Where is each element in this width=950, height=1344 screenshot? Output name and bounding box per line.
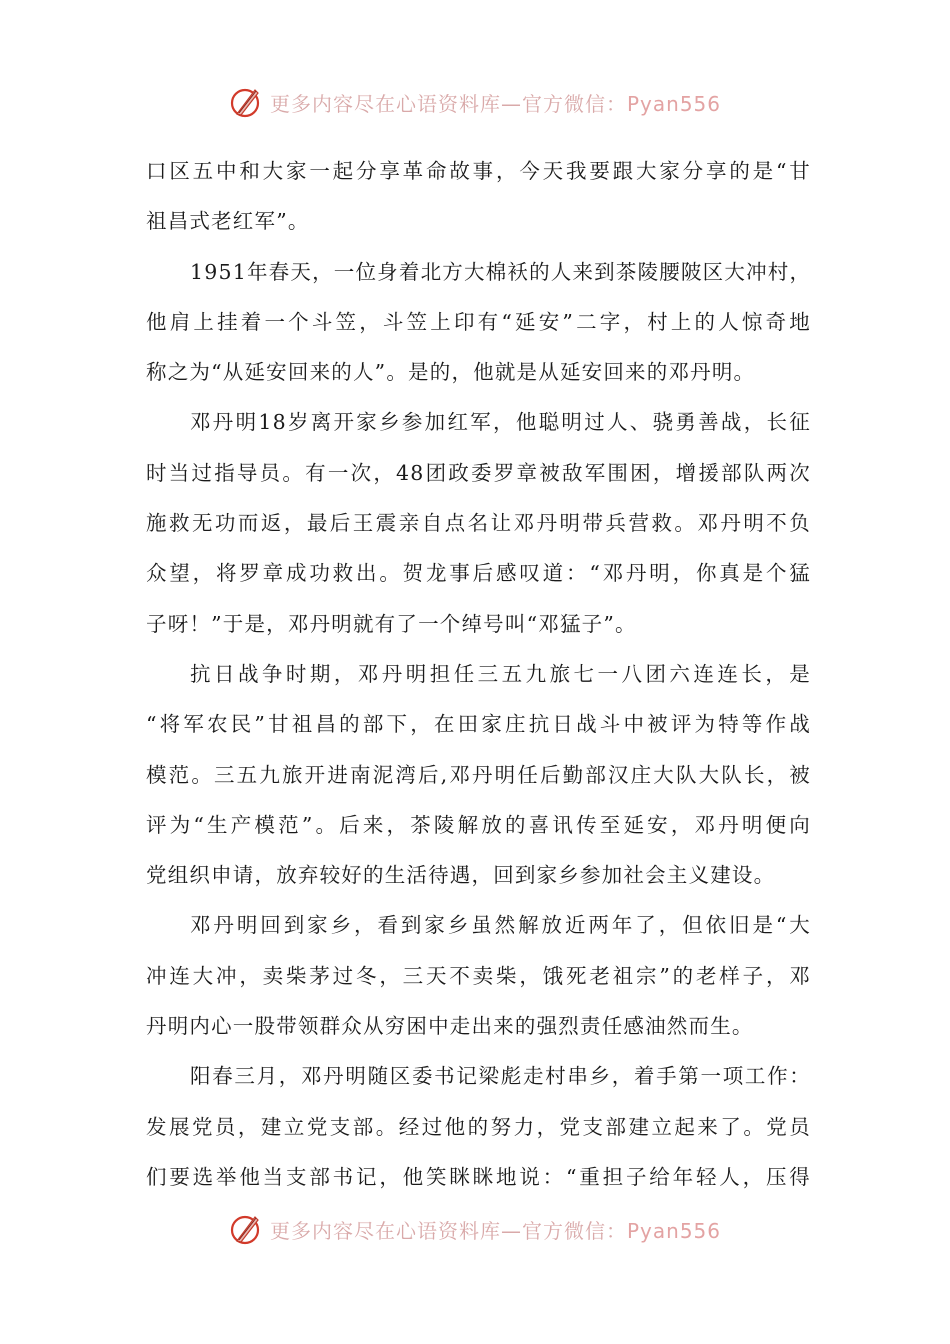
text-line: 们要选举他当支部书记，他笑眯眯地说：“重担子给年轻人，压得 [146, 1164, 811, 1189]
watermark-banner-top [228, 82, 721, 122]
watermark-handle: Pyan556 [627, 91, 722, 116]
text-line: 众望，将罗章成功救出。贺龙事后感叹道：“邓丹明，你真是个猛 [146, 561, 811, 586]
text-line: 称之为“从延安回来的人”。是的，他就是从延安回来的邓丹明。 [146, 360, 756, 385]
text-line: 口区五中和大家一起分享革命故事，今天我要跟大家分享的是“甘 [146, 159, 811, 183]
text-line: 祖昌式老红军”。 [146, 209, 310, 234]
text-line: 冲连大冲，卖柴茅过冬，三天不卖柴，饿死老祖宗”的老样子，邓 [146, 963, 811, 988]
text-line: 抗日战争时期，邓丹明担任三五九旅七一八团六连连长，是 [190, 661, 811, 686]
text-line: 时当过指导员。有一次，48团政委罗章被敌军围困，增援部队两次 [146, 460, 811, 485]
text-line: 模范。三五九旅开进南泥湾后,邓丹明任后勤部汉庄大队大队长，被 [146, 762, 811, 787]
quill-pen-circle-logo [228, 84, 264, 120]
watermark-text: 更多内容尽在心语资料库—官方微信：Pyan556 [270, 1218, 722, 1243]
watermark-text: 更多内容尽在心语资料库—官方微信：Pyan556 [270, 91, 722, 116]
text-line: 他肩上挂着一个斗笠，斗笠上印有“延安”二字，村上的人惊奇地 [146, 309, 811, 334]
quill-pen-circle-logo [228, 1211, 264, 1247]
text-line: 丹明内心一股带领群众从穷困中走出来的强烈责任感油然而生。 [146, 1014, 754, 1039]
text-line: 邓丹明18岁离开家乡参加红军，他聪明过人、骁勇善战，长征 [190, 410, 811, 435]
text-line: “将军农民”甘祖昌的部下，在田家庄抗日战斗中被评为特等作战 [146, 712, 811, 737]
text-line: 党组织申请，放弃较好的生活待遇，回到家乡参加社会主义建设。 [146, 863, 776, 888]
text-line: 阳春三月，邓丹明随区委书记梁彪走村串乡，着手第一项工作： [190, 1064, 811, 1089]
text-line: 邓丹明回到家乡，看到家乡虽然解放近两年了，但依旧是“大 [190, 913, 811, 938]
text-line: 1951年春天，一位身着北方大棉袄的人来到茶陵腰陂区大冲村， [190, 259, 812, 284]
text-line: 子呀！”于是，邓丹明就有了一个绰号叫“邓猛子”。 [146, 611, 637, 636]
text-line: 评为“生产模范”。后来，茶陵解放的喜讯传至延安，邓丹明便向 [146, 812, 811, 837]
text-line: 施救无功而返，最后王震亲自点名让邓丹明带兵营救。邓丹明不负 [146, 511, 811, 536]
watermark-handle: Pyan556 [627, 1218, 722, 1243]
watermark-banner-bottom [228, 1209, 721, 1249]
article-body [146, 146, 811, 1202]
text-line: 发展党员，建立党支部。经过他的努力，党支部建立起来了。党员 [146, 1114, 811, 1139]
